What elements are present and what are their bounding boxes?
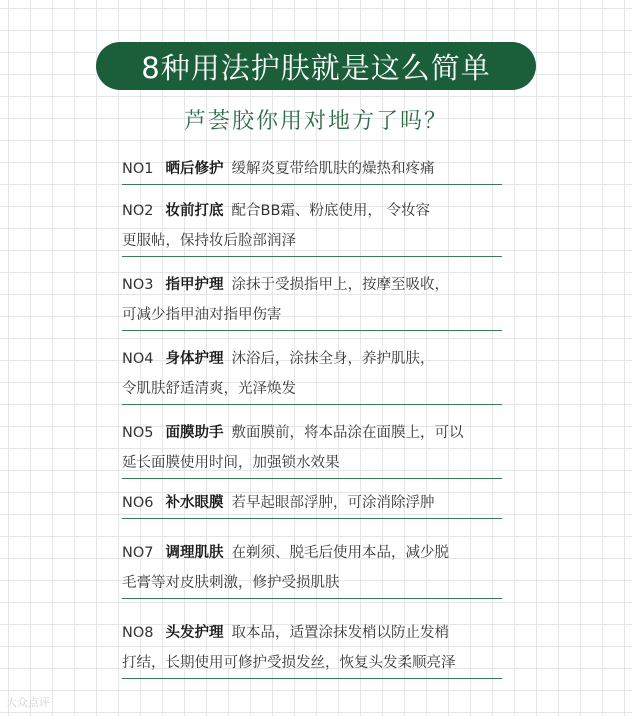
item-number: NO2 — [122, 203, 154, 219]
watermark: 大众点评 — [6, 696, 50, 709]
item-number: NO5 — [122, 425, 154, 441]
list-item — [122, 344, 502, 405]
item-label: 妆前打底 — [165, 203, 224, 219]
item-text: 沐浴后，涂抹全身，养护肌肤， — [231, 351, 435, 367]
list-item — [122, 538, 502, 599]
item-label: 补水眼膜 — [165, 495, 224, 511]
item-label: 头发护理 — [165, 625, 224, 641]
list-item — [122, 154, 502, 185]
list-item — [122, 270, 502, 331]
item-label: 身体护理 — [165, 351, 224, 367]
list-item — [122, 488, 502, 519]
item-text: 缓解炎夏带给肌肤的燥热和疼痛 — [231, 161, 435, 177]
item-number: NO6 — [122, 495, 154, 511]
item-text: 若早起眼部浮肿，可涂消除浮肿 — [231, 495, 435, 511]
item-number: NO1 — [122, 161, 154, 177]
item-text: 配合BB霜、粉底使用， 令妆容 — [231, 203, 431, 219]
page-subtitle: 芦荟胶你用对地方了吗？ — [183, 109, 448, 134]
item-number: NO3 — [122, 277, 154, 293]
item-number: NO4 — [122, 351, 154, 367]
item-text-line2: 更服帖，保持妆后脸部润泽 — [122, 226, 502, 257]
item-label: 面膜助手 — [165, 425, 224, 441]
list-item — [122, 196, 502, 257]
item-text: 敷面膜前，将本品涂在面膜上，可以 — [231, 425, 464, 441]
title-banner — [96, 42, 536, 90]
item-text: 在剃须、脱毛后使用本品，减少脱 — [231, 545, 449, 561]
item-text-line2: 令肌肤舒适清爽，光泽焕发 — [122, 374, 502, 405]
item-text: 取本品，适置涂抹发梢以防止发梢 — [231, 625, 449, 641]
item-text-line2: 延长面膜使用时间，加强锁水效果 — [122, 448, 502, 479]
list-item — [122, 618, 502, 679]
page-title: 8种用法护肤就是这么简单 — [141, 50, 491, 85]
item-number: NO7 — [122, 545, 154, 561]
item-text: 涂抹于受损指甲上，按摩至吸收， — [231, 277, 449, 293]
list-item — [122, 418, 502, 479]
item-label: 调理肌肤 — [165, 545, 224, 561]
item-text-line2: 毛膏等对皮肤刺激，修护受损肌肤 — [122, 568, 502, 599]
item-label: 指甲护理 — [165, 277, 224, 293]
item-text-line2: 可减少指甲油对指甲伤害 — [122, 300, 502, 331]
item-text-line2: 打结，长期使用可修护受损发丝，恢复头发柔顺亮泽 — [122, 648, 502, 679]
item-label: 晒后修护 — [165, 161, 224, 177]
item-number: NO8 — [122, 625, 154, 641]
